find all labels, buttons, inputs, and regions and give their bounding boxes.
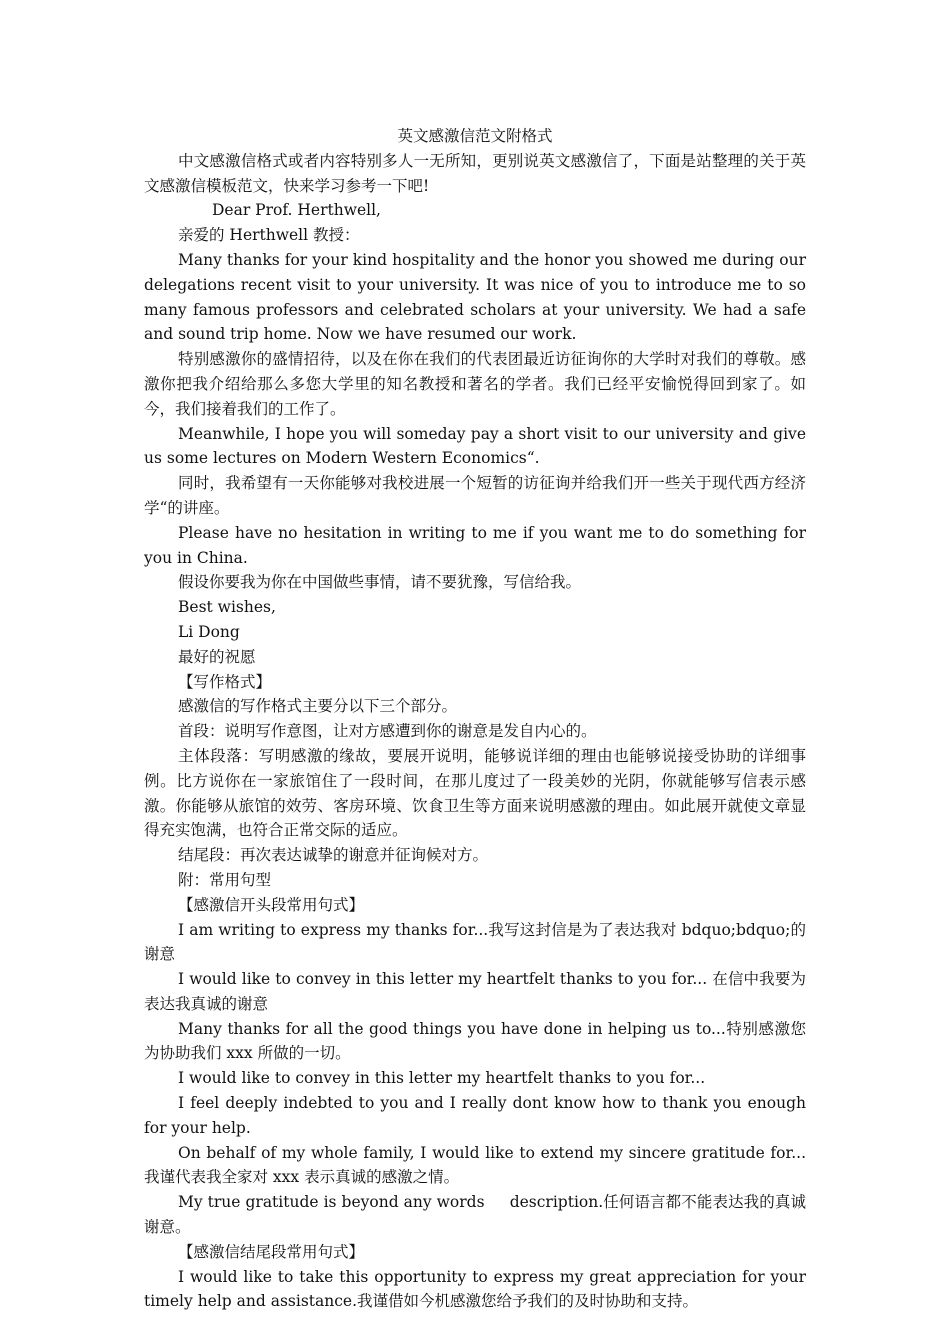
phrase-opening-2: I would like to convey in this letter my heartfelt thanks to you for... 在信中我要为表达我真诚的谢意 xyxy=(144,970,806,1013)
phrase-opening-4: I would like to convey in this letter my heartfelt thanks to you for... xyxy=(178,1069,706,1088)
phrase-opening-5: I feel deeply indebted to you and I really dont know how to thank you enough for your help. xyxy=(144,1094,806,1137)
paragraph-signature: Li Dong xyxy=(178,622,240,641)
phrase-opening-6: On behalf of my whole family, I would like to extend my sincere gratitude for... 我谨代表我全家对 xxx 表示真诚的感激之情。 xyxy=(144,1143,806,1187)
paragraph-body-1-en: Many thanks for your kind hospitality and the honor you showed me during our delegations recent visit to your university. It was nice of you to introduce me to so many famous professors and celebrated scholars at your university. We had a safe and sound trip home. Now we have resumed our work. xyxy=(144,250,806,344)
phrase-opening-7: My true gratitude is beyond any words description.任何语言都不能表达我的真诚谢意。 xyxy=(144,1193,806,1237)
document-page xyxy=(144,124,806,1314)
paragraph-format-first: 首段：说明写作意图，让对方感遭到你的谢意是发自内心的。 xyxy=(178,722,597,741)
paragraph-intro: 中文感激信格式或者内容特别多人一无所知，更别说英文感激信了，下面是站整理的关于英文感激信模板范文，快来学习参考一下吧! xyxy=(144,151,806,195)
paragraph-body-2-en: Meanwhile, I hope you will someday pay a short visit to our university and give us some lectures on Modern Western Economics“. xyxy=(144,424,806,468)
section-heading-format: 【写作格式】 xyxy=(178,672,272,691)
paragraph-salutation-en: Dear Prof. Herthwell, xyxy=(212,201,381,220)
paragraph-format-body: 主体段落：写明感激的缘故，要展开说明，能够说详细的理由也能够说接受协助的详细事例。比方说你在一家旅馆住了一段时间，在那儿度过了一段美妙的光阴，你就能够写信表示感激。你能够从旅馆的效劳、客房环境、饮食卫生等方面来说明感激的理由。如此展开就使文章显得充实饱满，也符合正常交际的适应。 xyxy=(144,746,806,840)
phrase-ending-1: I would like to take this opportunity to express my great appreciation for your timely help and assistance.我谨借如今机感激您给予我们的及时协助和支持。 xyxy=(144,1267,806,1311)
paragraph-body-3-en: Please have no hesitation in writing to me if you want me to do something for you in China. xyxy=(144,523,806,567)
paragraph-closing-zh: 最好的祝愿 xyxy=(178,647,256,666)
paragraph-closing-en: Best wishes, xyxy=(178,598,276,617)
paragraph-appendix: 附：常用句型 xyxy=(178,870,272,889)
phrase-opening-3: Many thanks for all the good things you have done in helping us to...特别感激您为协助我们 xxx 所做的一切。 xyxy=(144,1019,806,1063)
section-heading-opening: 【感激信开头段常用句式】 xyxy=(178,895,365,914)
paragraph-body-2-zh: 同时，我希望有一天你能够对我校进展一个短暂的访征询并给我们开一些关于现代西方经济学“的讲座。 xyxy=(144,474,806,517)
phrase-opening-1: I am writing to express my thanks for...我写这封信是为了表达我对 bdquo;bdquo;的谢意 xyxy=(144,920,806,964)
document-title: 英文感激信范文附格式 xyxy=(397,127,553,145)
paragraph-body-3-zh: 假设你要我为你在中国做些事情，请不要犹豫，写信给我。 xyxy=(178,573,582,592)
paragraph-format-end: 结尾段：再次表达诚挚的谢意并征询候对方。 xyxy=(178,846,489,865)
paragraph-format-intro: 感激信的写作格式主要分以下三个部分。 xyxy=(178,697,458,716)
section-heading-ending: 【感激信结尾段常用句式】 xyxy=(178,1242,365,1261)
paragraph-body-1-zh: 特别感激你的盛情招待，以及在你在我们的代表团最近访征询你的大学时对我们的尊敬。感激你把我介绍给那么多您大学里的知名教授和著名的学者。我们已经平安愉悦得回到家了。如今，我们接着我们的工作了。 xyxy=(144,350,806,418)
paragraph-salutation-zh: 亲爱的 Herthwell 教授： xyxy=(178,226,360,245)
